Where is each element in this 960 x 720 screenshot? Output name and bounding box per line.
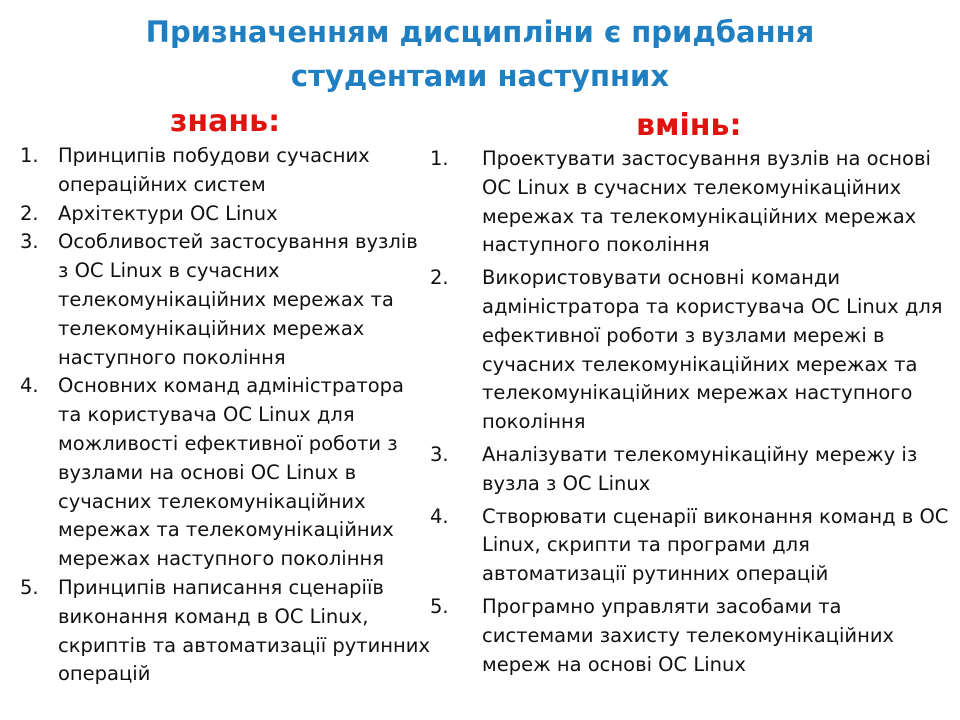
skills-item-text: Аналізувати телекомунікаційну мережу із вузла з ОС Linux [482, 442, 918, 495]
skills-item-number: 3. [430, 442, 449, 466]
knowledge-item-text: Особливостей застосування вузлів з ОС Linux в сучасних телекомунікаційних мережах та телекомунікаційних мережах наступного покоління [58, 230, 418, 369]
skills-item-number: 1. [430, 147, 449, 170]
knowledge-heading: знань: [170, 104, 281, 139]
knowledge-item-text: Принципів написання сценаріїв виконання команд в ОС Linux, скриптів та автоматизації рутинних операцій [58, 575, 430, 686]
skills-item [430, 441, 955, 499]
skills-item-text: Створювати сценарії виконання команд в ОС Linux, скрипти та програми для автоматизації рутинних операцій [482, 504, 949, 586]
knowledge-item [20, 372, 430, 574]
skills-item-number: 5. [430, 594, 449, 618]
knowledge-list [20, 142, 430, 689]
title-line-2: студентами наступних [290, 59, 670, 93]
skills-item-text: Використовувати основні команди адміністратора та користувача ОС Linux для ефективної роботи з вузлами мережі в сучасних телекомунікаційних мережах та телекомунікаційних мережах наступного покоління [482, 266, 943, 434]
knowledge-item-number: 2. [20, 201, 39, 225]
skills-item [430, 503, 955, 589]
knowledge-item [20, 574, 430, 689]
knowledge-item-number: 1. [20, 144, 39, 167]
knowledge-item-text: Архітектури ОС Linux [58, 201, 278, 225]
knowledge-item-text: Принципів побудови сучасних операційних систем [58, 144, 370, 196]
knowledge-item-text: Основних команд адміністратора та користувача ОС Linux для можливості ефективної роботи з вузлами на основі ОС Linux в сучасних телекомунікаційних мережах та телекомунікаційних мережах наступного покоління [58, 374, 404, 571]
skills-item-text: Проектувати застосування вузлів на основі ОС Linux в сучасних телекомунікаційних мережах та телекомунікаційних мережах наступного покоління [482, 147, 931, 257]
skills-item-text: Програмно управляти засобами та системами захисту телекомунікаційних мереж на основі ОС Linux [482, 594, 895, 676]
knowledge-item-number: 4. [20, 374, 39, 398]
knowledge-item-number: 5. [20, 575, 39, 599]
title-line-1: Призначенням дисципліни є придбання [145, 15, 815, 49]
knowledge-item [20, 200, 430, 229]
skills-item [430, 145, 955, 260]
skills-item-number: 2. [430, 266, 449, 290]
skills-item-number: 4. [430, 504, 449, 528]
knowledge-item-number: 3. [20, 230, 39, 254]
skills-item [430, 593, 955, 679]
skills-heading: вмінь: [636, 108, 742, 143]
skills-list [430, 145, 955, 679]
knowledge-item [20, 228, 430, 372]
skills-item [430, 264, 955, 437]
knowledge-item [20, 142, 430, 200]
slide-title [0, 10, 960, 98]
